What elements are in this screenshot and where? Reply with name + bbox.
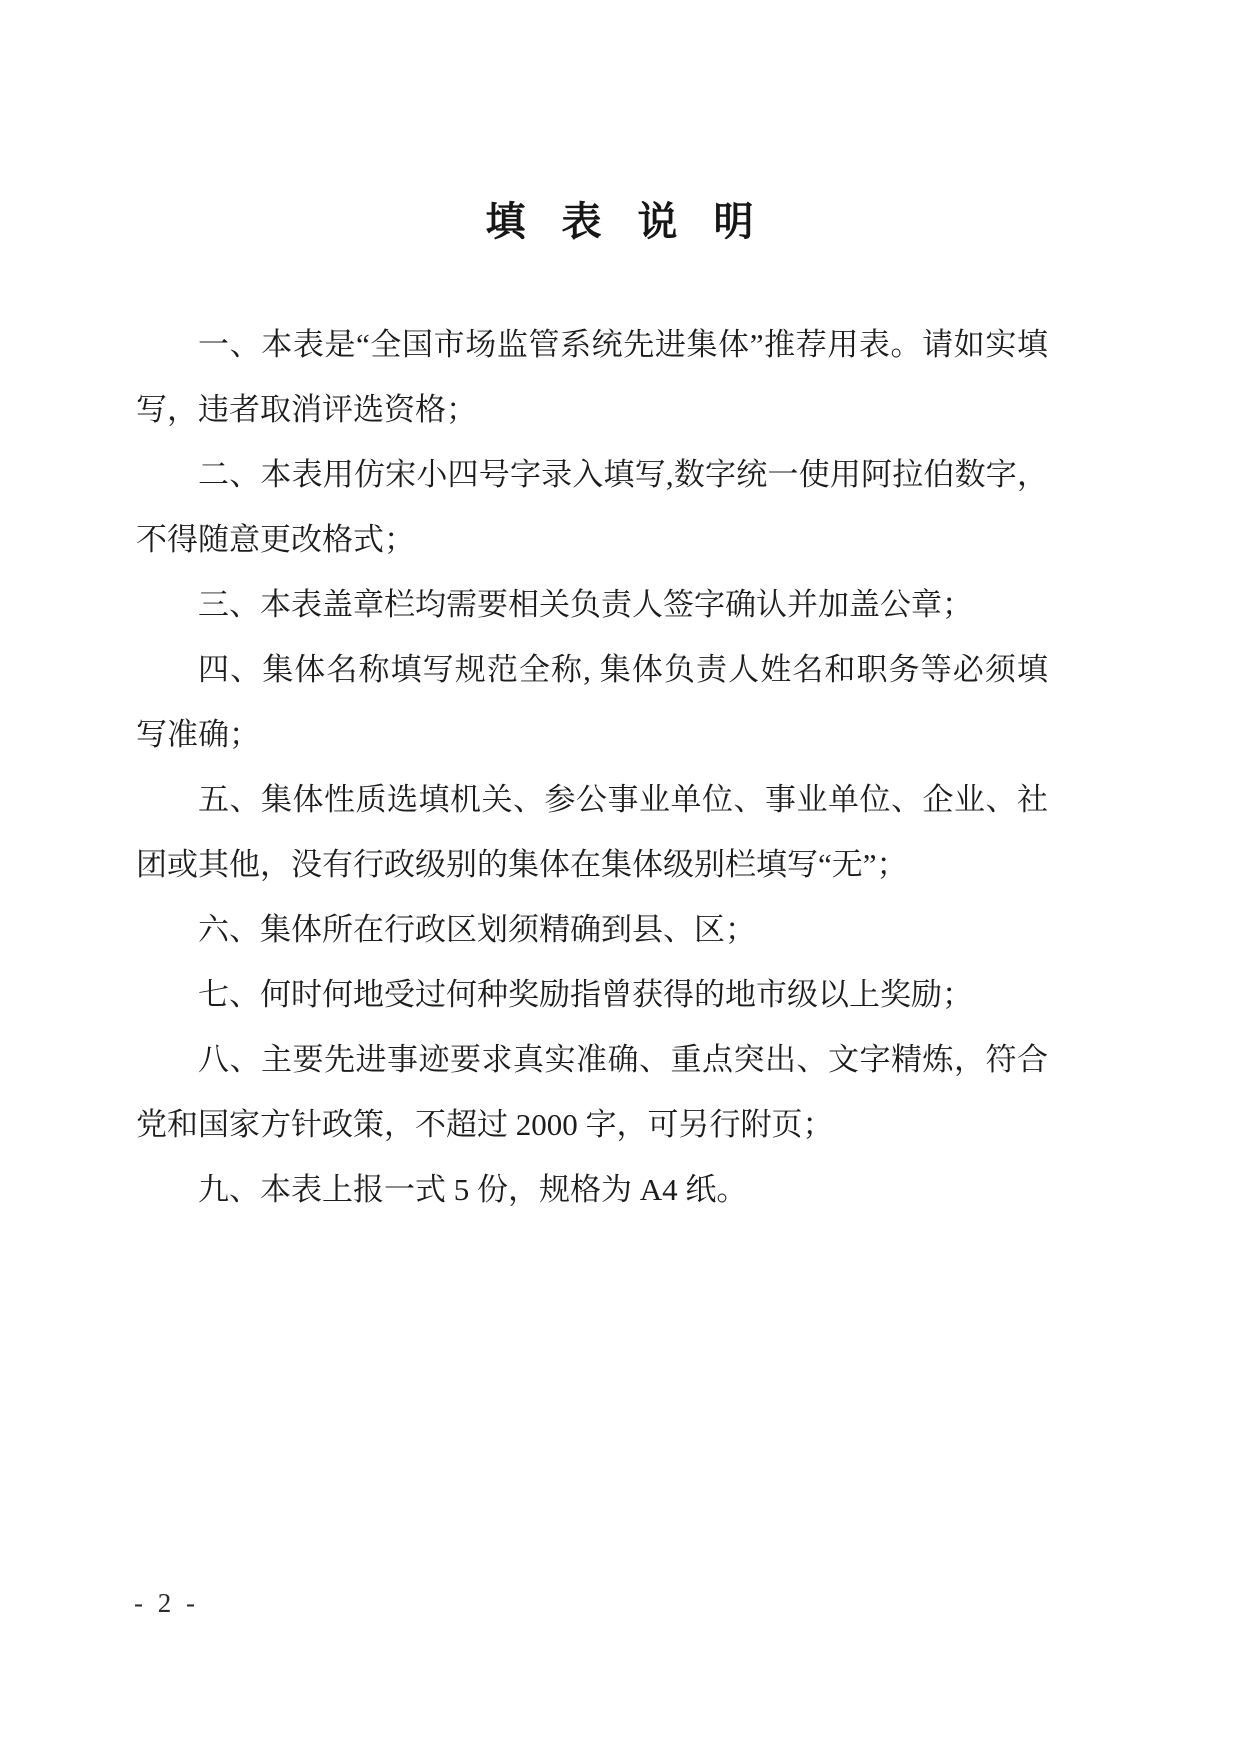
- instruction-paragraph-2: 二、本表用仿宋小四号字录入填写,数字统一使用阿拉伯数字，不得随意更改格式；: [136, 457, 1048, 557]
- instruction-paragraph-7: 七、何时何地受过何种奖励指曾获得的地市级以上奖励；: [198, 977, 973, 1012]
- page-number: - 2 -: [134, 1588, 199, 1618]
- instruction-paragraph-8: 八、主要先进事迹要求真实准确、重点突出、文字精炼，符合党和国家方针政策，不超过 2000 字，可另行附页；: [136, 1042, 1048, 1142]
- instruction-paragraph-4: 四、集体名称填写规范全称, 集体负责人姓名和职务等必须填写准确；: [136, 652, 1048, 752]
- instruction-paragraph-5: 五、集体性质选填机关、参公事业单位、事业单位、企业、社团或其他，没有行政级别的集体在集体级别栏填写“无”；: [136, 782, 1048, 882]
- instruction-paragraph-6: 六、集体所在行政区划须精确到县、区；: [198, 912, 756, 947]
- page-title: 填 表 说 明: [485, 199, 756, 244]
- instructions-list: [136, 312, 1048, 1222]
- instruction-paragraph-1: 一、本表是“全国市场监管系统先进集体”推荐用表。请如实填写，违者取消评选资格；: [136, 327, 1048, 427]
- instruction-paragraph-9: 九、本表上报一式 5 份，规格为 A4 纸。: [198, 1172, 748, 1207]
- instruction-paragraph-3: 三、本表盖章栏均需要相关负责人签字确认并加盖公章；: [198, 587, 973, 622]
